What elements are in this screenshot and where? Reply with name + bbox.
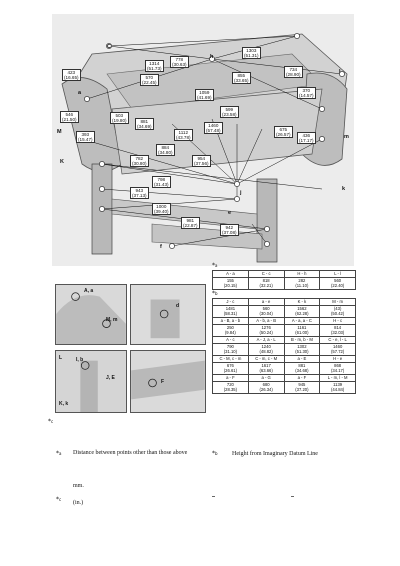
table-cell: 1302 (51.30) — [284, 344, 320, 356]
dim-tag: 1000 (39.40) — [154, 204, 169, 214]
point-label-m: M — [57, 129, 62, 135]
legend-b-symbol: *b — [212, 450, 218, 457]
table-cell: 250 (9.84) — [213, 325, 249, 337]
table-cell: A - c — [213, 337, 249, 344]
photo-label: L — [59, 355, 63, 361]
table-row — [213, 278, 356, 290]
table-b-marker: *b — [212, 290, 218, 297]
detail-photo-d — [130, 284, 206, 345]
dim-tag: 954 (37.56) — [194, 156, 209, 166]
dim-tag: 393 (15.47) — [78, 132, 93, 142]
table-cell: 1161 (61.00) — [284, 325, 320, 337]
table-row — [213, 337, 356, 344]
table-a-marker: *a — [212, 262, 218, 269]
photo-label: A, a — [84, 288, 94, 294]
dim-tag: 436 (17.17) — [299, 133, 314, 143]
table-cell: 720 (28.35) — [213, 382, 249, 394]
point-label-m-lower: m — [344, 134, 349, 140]
table-cell: A - J, a - L — [248, 337, 284, 344]
image-marker-c: *c — [48, 418, 54, 425]
dim-tag: 599 (23.58) — [222, 107, 237, 117]
dim-tag: 675 (26.57) — [276, 127, 291, 137]
table-cell: 818 (32.21) — [248, 278, 284, 290]
table-row — [213, 363, 356, 375]
table-cell: a - F — [213, 375, 249, 382]
table-cell: C - e, l - L — [320, 337, 356, 344]
table-cell: H - e — [320, 356, 356, 363]
table-row — [213, 299, 356, 306]
table-cell: a - B, a - b — [213, 318, 249, 325]
table-cell: C - m, c - M — [248, 356, 284, 363]
table-cell: 1562 (62.28) — [284, 306, 320, 318]
table-cell: 676 (26.61) — [213, 363, 249, 375]
table-row — [213, 318, 356, 325]
table-a — [212, 270, 356, 290]
photo-label: K, k — [59, 401, 69, 407]
dim-tag: 1460 (57.48) — [206, 123, 221, 133]
table-cell: 1617 (63.66) — [248, 363, 284, 375]
point-label-f: f — [160, 244, 162, 250]
table-row — [213, 382, 356, 394]
point-label-k: K — [60, 159, 64, 165]
point-label-c: C — [107, 44, 111, 50]
divider-dash — [212, 496, 215, 497]
dim-tag: 884 (34.80) — [158, 145, 173, 155]
table-cell: 282 (11.10) — [284, 278, 320, 290]
body-dimension-diagram — [52, 14, 354, 266]
table-cell: A - b, a - B — [248, 318, 284, 325]
table-row — [213, 344, 356, 356]
dim-tag: 1314 (51.73) — [147, 61, 162, 71]
table-cell: K - k — [284, 299, 320, 306]
table-cell: M - m — [320, 299, 356, 306]
legend-c-symbol: *c — [56, 496, 62, 503]
dim-tag: 503 (19.80) — [112, 113, 127, 123]
point-label-l: l — [339, 69, 341, 75]
table-cell: 1481 (58.31) — [213, 306, 249, 318]
table-cell: 1240 (48.82) — [248, 344, 284, 356]
legend-a-symbol: *a — [56, 450, 62, 457]
detail-photo-a-m — [55, 284, 127, 345]
table-cell: C - M, c - m — [213, 356, 249, 363]
table-cell: C - c — [248, 271, 284, 278]
dim-tag: 798 (31.43) — [154, 177, 169, 187]
legend-unit-text: mm. — [73, 483, 84, 489]
divider-dash — [291, 496, 294, 497]
dim-tag: 370 (14.57) — [299, 88, 314, 98]
table-b — [212, 298, 356, 394]
table-cell: 881 (34.68) — [284, 363, 320, 375]
dim-tag: 1303 (51.31) — [244, 48, 259, 58]
table-cell: 1460 (57.72) — [320, 344, 356, 356]
table-cell: 155 (20.15) — [213, 278, 249, 290]
table-cell: (43) (50.42) — [320, 306, 356, 318]
point-label-a: a — [78, 90, 82, 96]
table-row — [213, 356, 356, 363]
dim-tag: 943 (37.13) — [132, 188, 147, 198]
point-label-e: e — [228, 210, 232, 216]
table-cell: L - m, l - M — [320, 375, 356, 382]
table-cell: 560 (22.40) — [320, 278, 356, 290]
table-cell: a - e — [248, 299, 284, 306]
table-cell: A - a — [213, 271, 249, 278]
table-cell: a - G — [248, 375, 284, 382]
table-row — [213, 325, 356, 337]
table-cell: 1139 (44.84) — [320, 382, 356, 394]
table-cell: a - E — [284, 356, 320, 363]
legend-c-text: (in.) — [73, 500, 84, 506]
dim-tag: 1112 (43.78) — [176, 130, 191, 140]
table-cell: B - m, b - M — [284, 337, 320, 344]
detail-photo-f — [130, 350, 206, 413]
table-cell: H - c — [320, 318, 356, 325]
dim-tag: 942 (37.08) — [222, 225, 237, 235]
table-cell: L - l — [320, 271, 356, 278]
dim-tag: 881 (34.69) — [137, 119, 152, 129]
table-cell: 945 (37.20) — [284, 382, 320, 394]
table-cell: 868 (34.17) — [320, 363, 356, 375]
table-row — [213, 306, 356, 318]
table-row — [213, 375, 356, 382]
legend-a-text: Distance between points other than those above — [73, 450, 188, 456]
legend-b-text: Height from Imaginary Datum Line — [232, 451, 318, 457]
dim-tag: 734 (28.90) — [286, 67, 301, 77]
point-label-k-lower: k — [342, 186, 346, 192]
photo-label: d — [176, 303, 180, 309]
table-row — [213, 271, 356, 278]
dim-tag: 855 (33.65) — [234, 73, 249, 83]
table-cell: a - F — [284, 375, 320, 382]
dim-tag: 782 (30.80) — [132, 156, 147, 166]
dim-tag: 570 (22.45) — [142, 75, 157, 85]
table-cell: 680 (26.34) — [248, 382, 284, 394]
table-cell: 790 (31.10) — [213, 344, 249, 356]
table-cell: 560 (30.04) — [248, 306, 284, 318]
dim-tag: 546 (21.50) — [62, 112, 77, 122]
photo-label: M, m — [106, 317, 118, 323]
table-cell: H - h — [284, 271, 320, 278]
table-cell: 1276 (50.24) — [248, 325, 284, 337]
detail-photo-i-j-k-l — [55, 350, 127, 413]
table-cell: 814 (32.03) — [320, 325, 356, 337]
point-label-j: j — [240, 190, 242, 196]
table-cell: J - c — [213, 299, 249, 306]
dim-tag: 778 (30.63) — [172, 57, 187, 67]
photo-label: I, b — [76, 357, 84, 363]
photo-label: J, E — [106, 375, 115, 381]
dim-tag: 981 (22.87) — [183, 218, 198, 228]
dim-tag: 423 (16.65) — [64, 70, 79, 80]
photo-label: F — [161, 379, 165, 385]
dim-tag: 1059 (41.69) — [197, 90, 212, 100]
point-label-h: h — [210, 54, 214, 60]
table-cell: A - a, a - C — [284, 318, 320, 325]
